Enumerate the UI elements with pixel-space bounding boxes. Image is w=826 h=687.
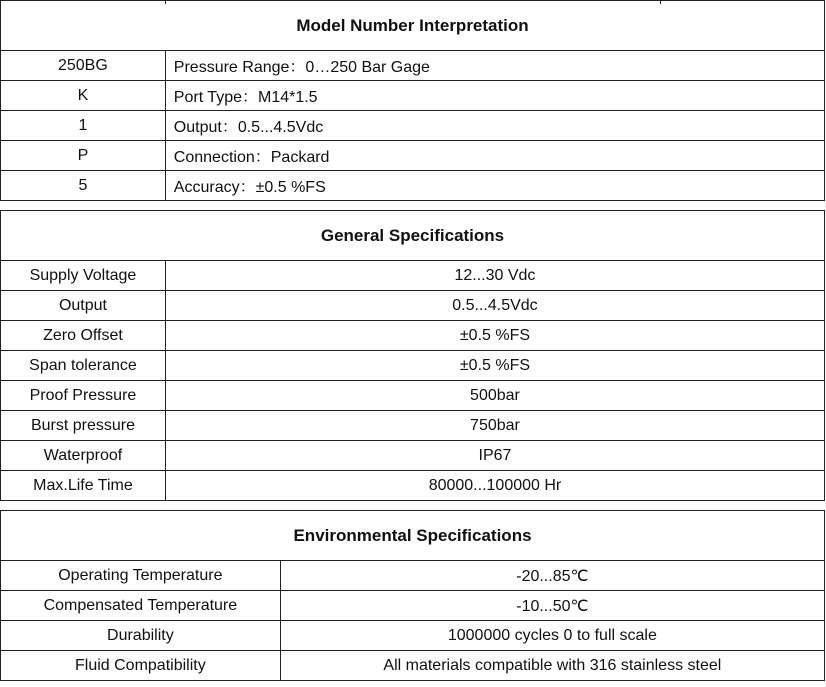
table-row: [1, 591, 825, 621]
environmental-specs-heading: Environmental Specifications: [1, 511, 825, 561]
table-row: [1, 411, 825, 441]
table-row: [1, 81, 825, 111]
table-row: [1, 651, 825, 681]
spec-value: 12...30 Vdc: [165, 261, 824, 291]
table-row: [1, 51, 825, 81]
spec-value: IP67: [165, 441, 824, 471]
model-code: 5: [1, 171, 166, 201]
table-row: [1, 381, 825, 411]
environmental-specs-header-row: [1, 511, 825, 561]
general-specs-heading: General Specifications: [1, 211, 825, 261]
spec-label: Output: [1, 291, 166, 321]
model-description: Connection：Packard: [165, 141, 824, 171]
spec-label: Durability: [1, 621, 281, 651]
spec-value: ±0.5 %FS: [165, 321, 824, 351]
spec-label: Burst pressure: [1, 411, 166, 441]
model-number-heading: Model Number Interpretation: [1, 1, 825, 51]
spec-label: Waterproof: [1, 441, 166, 471]
table-row: [1, 561, 825, 591]
column-tick: [165, 0, 166, 4]
general-specs-table: [0, 210, 825, 501]
table-row: [1, 171, 825, 201]
spec-label: Proof Pressure: [1, 381, 166, 411]
model-number-header-row: [1, 1, 825, 51]
spec-label: Compensated Temperature: [1, 591, 281, 621]
column-tick: [660, 0, 661, 4]
model-number-table: [0, 0, 825, 201]
spec-label: Supply Voltage: [1, 261, 166, 291]
spec-value: 500bar: [165, 381, 824, 411]
model-code: 250BG: [1, 51, 166, 81]
spec-label: Fluid Compatibility: [1, 651, 281, 681]
model-description: Accuracy：±0.5 %FS: [165, 171, 824, 201]
table-row: [1, 621, 825, 651]
spec-value: 0.5...4.5Vdc: [165, 291, 824, 321]
table-row: [1, 261, 825, 291]
environmental-specs-table: [0, 510, 825, 681]
model-description: Pressure Range：0…250 Bar Gage: [165, 51, 824, 81]
table-row: [1, 441, 825, 471]
model-code: K: [1, 81, 166, 111]
table-row: [1, 471, 825, 501]
model-description: Output：0.5...4.5Vdc: [165, 111, 824, 141]
spec-value: 80000...100000 Hr: [165, 471, 824, 501]
spec-value: 750bar: [165, 411, 824, 441]
spec-value: All materials compatible with 316 stainless steel: [280, 651, 824, 681]
general-specs-header-row: [1, 211, 825, 261]
spec-value: 1000000 cycles 0 to full scale: [280, 621, 824, 651]
model-code: 1: [1, 111, 166, 141]
table-row: [1, 351, 825, 381]
table-row: [1, 141, 825, 171]
spec-label: Zero Offset: [1, 321, 166, 351]
model-code: P: [1, 141, 166, 171]
table-row: [1, 111, 825, 141]
table-row: [1, 321, 825, 351]
spec-label: Span tolerance: [1, 351, 166, 381]
table-row: [1, 291, 825, 321]
spec-label: Operating Temperature: [1, 561, 281, 591]
spec-value: -20...85℃: [280, 561, 824, 591]
spec-value: -10...50℃: [280, 591, 824, 621]
spec-label: Max.Life Time: [1, 471, 166, 501]
spec-value: ±0.5 %FS: [165, 351, 824, 381]
top-edge-ticks: [0, 0, 825, 4]
model-description: Port Type：M14*1.5: [165, 81, 824, 111]
